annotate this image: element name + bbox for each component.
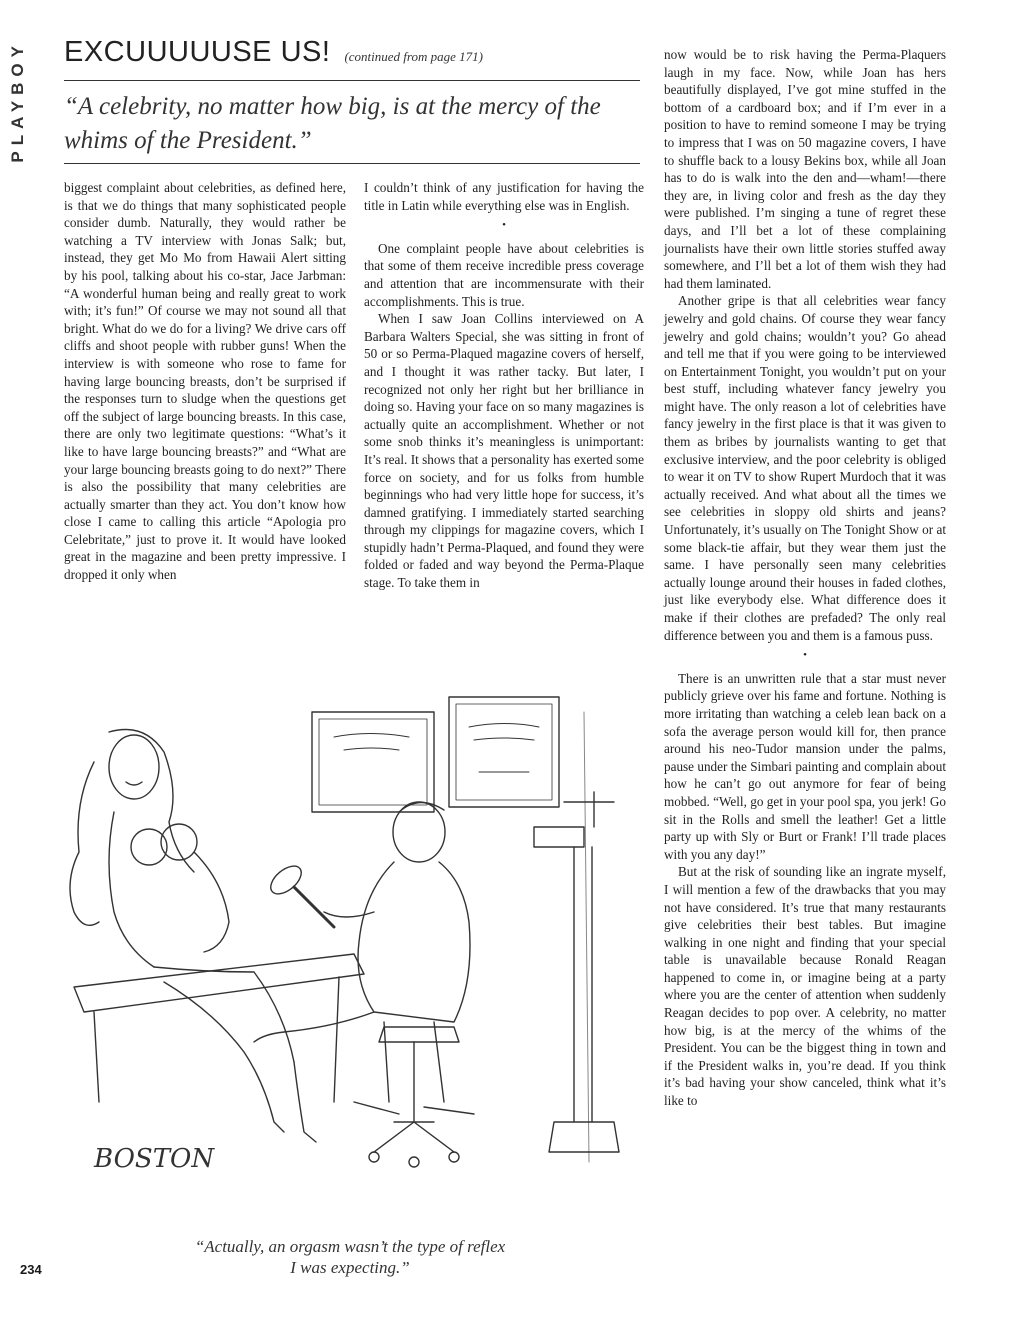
- scale-head: [534, 827, 584, 847]
- paragraph: biggest complaint about celebrities, as defined here, is that we do things that many sophisticated people consider dumb. Naturally, they would rather be watching a TV interview with Jonas Salk; but, instead, they get Mo Mo from Hawaii Alert sitting by his pool, talking about his co-star, Jace Jarbman: “A wonderful human being and really great to work with; it’s fun!” Of course we may not sound all that bright. What do we do for a living? We drive cars off cliffs and shoot people with rubber guns! When the interview is with someone who rose to fame for having large bouncing breasts, don’t be surprised if the responses turn to sludge when the questions get off the subject of large bouncing breasts. In this case, there are only two legitimate questions: “What’s it like to have large bouncing breasts?” and “What are your large bouncing breasts going to do next?” There is also the possibility that many celebrities are actually smarter than they act. You don’t know how close I came to calling this article “Apologia pro Celebritate,” just to prove it. It would have looked great in the magazine and been pretty impressive. I dropped it only when: [64, 180, 346, 583]
- caption-line: “Actually, an orgasm wasn’t the type of reflex: [194, 1237, 506, 1256]
- magazine-spine-label: PLAYBOY: [8, 40, 27, 163]
- patient-leg-upper: [154, 967, 294, 1062]
- paragraph: I couldn’t think of any justification for having the title in Latin while everything else was in English.: [364, 180, 644, 213]
- patient-face: [109, 735, 159, 799]
- pull-quote: “A celebrity, no matter how big, is at the mercy of the whims of the President.”: [64, 93, 601, 154]
- article-title: EXCUUUUUSE US!: [64, 36, 331, 68]
- paragraph: When I saw Joan Collins interviewed on A Barbara Walters Special, she was sitting in front of 50 or so Perma-Plaqued magazine covers of herself, and I thought it was rather tacky. But later, I recognized not only her right but her brilliance in doing so. Having your face on so many magazines is actually quite an accomplishment. Whether or not some snob thinks it’s meaningless is unimportant: It’s real. It shows that a personality has exerted some force on society, and for us folks from humble beginnings who had very little hope for success, it’s damned gratifying. I immediately started searching through my clippings for magazine covers, which I stupidly hadn’t Perma-Plaqued, and found they were folded or faded and way beyond the Perma-Plaque stage. To take them in: [364, 311, 644, 591]
- text-column-3: [664, 46, 946, 1110]
- paragraph: But at the risk of sounding like an ingrate myself, I will mention a few of the drawbacks that you may not have considered. It’s true that many restaurants give celebrities their best tables. But imagine walking in one night and finding that your special table is unavailable because Ronald Reagan happened to come in, or imagine being at a party where you are the center of attention when suddenly Reagan decides to pop over. A celebrity, no matter how big, is at the mercy of the whims of the President. You can be the biggest thing in town and if the President walks in, you’re dead. If you think it’s bad having your show canceled, think what it’s like to: [664, 864, 946, 1109]
- reflex-hammer: [294, 887, 334, 927]
- continued-note: (continued from page 171): [344, 49, 483, 64]
- section-bullet: •: [502, 219, 506, 232]
- cartoon-caption: [130, 1236, 570, 1278]
- exam-table: [74, 954, 364, 1012]
- section-bullet: •: [803, 649, 807, 662]
- text-column-2: [364, 179, 644, 592]
- stool-seat: [379, 1027, 459, 1042]
- doctor-arm: [254, 1012, 374, 1042]
- article-header: [64, 36, 644, 69]
- doctor-coat: [358, 862, 470, 1022]
- diploma-frame-right: [449, 697, 559, 807]
- patient-hair: [70, 762, 99, 925]
- patient-torso: [109, 812, 154, 967]
- page-number: 234: [20, 1262, 42, 1277]
- paragraph: Another gripe is that all celebrities wear fancy jewelry and gold chains. Of course they wear fancy jewelry and gold chains; wouldn’t you? Go ahead and tell me that if you were going to be interviewed on Entertainment Tonight, you wouldn’t put on your best stuff, including whatever fancy jewelry you might have. The only reason a lot of celebrities have fancy jewelry in the first place is that it was given to them as bribes by journalists wanting to get that exclusive interview, and the poor celebrity is obliged to wear it on TV to show Rupert Murdoch that it was actually received. And what about all the times we see celebrities in sloppy old shirts and jeans? Unfortunately, it’s usually on The Tonight Show or at some black-tie affair, but they wear them just the same. I have personally seen many celebrities actually lounge around their houses in faded clothes, just like everybody else. What difference does it make if their clothes are prefaded? The only real difference between you and them is a famous puss.: [664, 293, 946, 643]
- title-rule: [64, 80, 640, 81]
- pull-quote-rule: [64, 163, 640, 164]
- caption-line: I was expecting.”: [290, 1258, 410, 1277]
- text-column-1: [64, 179, 346, 584]
- artist-signature: BOSTON: [94, 1144, 215, 1174]
- paragraph: There is an unwritten rule that a star must never publicly grieve over his fame and fortune. Nothing is more irritating than watching a celeb lean back on a sofa the average person would kill for, then prance around his neo-Tudor mansion under the palms, pause under the Simbari painting and complain about how he can’t go out anymore for fear of being mobbed. “Well, go get in your pool spa, you jerk! Go sit in the Rolls and smell the leather! Get a little party up with Sly or Burt or Frank! I’ll trade places with you any day!”: [664, 670, 946, 862]
- diploma-frame-left: [312, 712, 434, 812]
- paragraph: now would be to risk having the Perma-Plaquers laugh in my face. Now, while Joan has hers beautifully displayed, I’ve got mine stuffed in the bottom of a cardboard box; and if I’m ever in a position to have to remind someone I may be trying to impress that I was on 50 magazine covers, I have to shuffle back to a lousy Bekins box, while all Joan has to do is walk into the den and—wham!—there they are, in living color and fresh as the day they were published. I’m singing a tune of regret these days, and I’ll bet a lot of these complaining journalists have their own little stories stuffed away somewhere, and I’ll bet a lot of them wish they had had them laminated.: [664, 47, 946, 291]
- cartoon-illustration: [54, 682, 650, 1222]
- paragraph: One complaint people have about celebrities is that some of them receive incredible press coverage and attention that are incommensurate with their accomplishments. This is true.: [364, 240, 644, 309]
